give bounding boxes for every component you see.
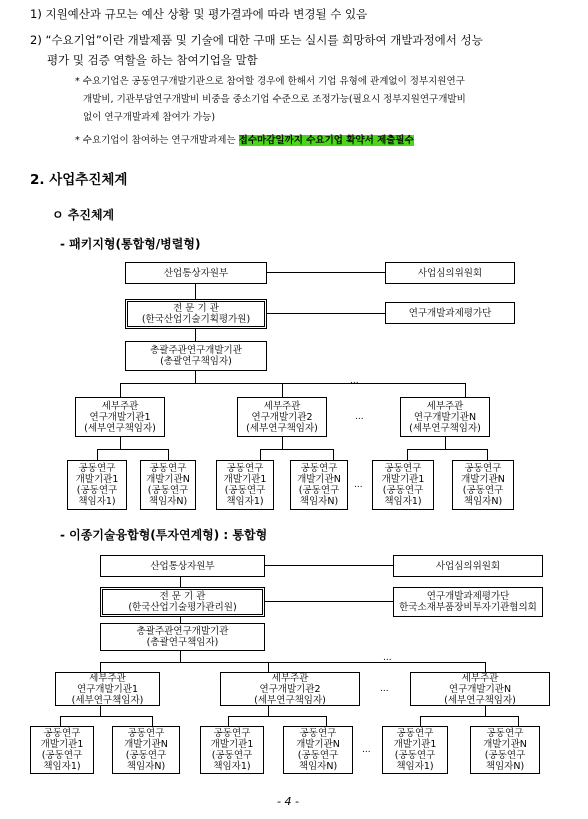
note-item-2-line-2: 평가 및 검증 역할을 하는 참여기업을 말함 xyxy=(47,53,258,67)
dots: ... xyxy=(355,412,364,422)
committee-box: 사업심의위원회 xyxy=(393,555,543,577)
section-sub: ㅇ 추진체계 xyxy=(52,208,115,222)
dots: ... xyxy=(350,376,359,386)
co-agency-box: 공동연구 개발기관N (공동연구 책임자N) xyxy=(452,460,514,510)
ministry-box: 산업통상자원부 xyxy=(100,555,265,577)
co-agency-box: 공동연구 개발기관1 (공동연구 책임자1) xyxy=(216,460,274,510)
co-agency-box: 공동연구 개발기관N (공동연구 책임자N) xyxy=(283,726,353,774)
sub-agency-box-1: 세부주관 연구개발기관1 (세부연구책임자) xyxy=(55,672,160,706)
co-agency-box: 공동연구 개발기관1 (공동연구 책임자1) xyxy=(372,460,434,510)
chart2-title: - 이종기술융합형(투자연계형) : 통합형 xyxy=(60,528,268,542)
co-agency-box: 공동연구 개발기관N (공동연구 책임자N) xyxy=(470,726,540,774)
co-agency-box: 공동연구 개발기관N (공동연구 책임자N) xyxy=(290,460,348,510)
dots: ... xyxy=(354,480,363,490)
agency-box: 전 문 기 관 (한국산업기술기획평가원) xyxy=(125,299,267,329)
sub-agency-box-2: 세부주관 연구개발기관2 (세부연구책임자) xyxy=(220,672,360,706)
note-sub-1-line-2: 개발비, 기관부담연구개발비 비중을 중소기업 수준으로 조정가능(필요시 정부지원연구개발비 xyxy=(83,94,466,105)
lead-box: 총괄주관연구개발기관 (총괄연구책임자) xyxy=(100,623,265,651)
note-item-1: 1) 지원예산과 규모는 예산 상황 및 평가결과에 따라 변경될 수 있음 xyxy=(30,7,368,21)
co-agency-box: 공동연구 개발기관1 (공동연구 책임자1) xyxy=(67,460,127,510)
lead-box: 총괄주관연구개발기관 (총괄연구책임자) xyxy=(125,341,267,371)
dots: ... xyxy=(362,745,371,755)
committee-box: 사업심의위원회 xyxy=(385,262,515,284)
note-sub-1-line-1: * 수요기업은 공동연구개발기관으로 참여할 경우에 한해서 기업 유형에 관계없이 정부지원연구 xyxy=(75,76,465,87)
note-sub-2-prefix: * 수요기업이 참여하는 연구개발과제는 xyxy=(75,135,239,146)
agency-box: 전 문 기 관 (한국산업기술평가관리원) xyxy=(100,587,265,617)
note-sub-2 xyxy=(75,133,414,149)
co-agency-box: 공동연구 개발기관1 (공동연구 책임자1) xyxy=(30,726,94,774)
dots: ... xyxy=(380,684,389,694)
section-title: 2. 사업추진체계 xyxy=(30,172,128,188)
co-agency-box: 공동연구 개발기관1 (공동연구 책임자1) xyxy=(382,726,448,774)
co-agency-box: 공동연구 개발기관1 (공동연구 책임자1) xyxy=(200,726,264,774)
note-item-2-line-1: 2) “수요기업”이란 개발제품 및 기술에 대한 구매 또는 실시를 희망하여 개발과정에서 성능 xyxy=(30,33,483,47)
ministry-box: 산업통상자원부 xyxy=(125,262,267,284)
eval-box: 연구개발과제평가단 xyxy=(385,302,515,324)
dots: ... xyxy=(383,653,392,663)
page-number: - 4 - xyxy=(277,795,299,808)
sub-agency-box-2: 세부주관 연구개발기관2 (세부연구책임자) xyxy=(237,397,327,437)
sub-agency-box-1: 세부주관 연구개발기관1 (세부연구책임자) xyxy=(75,397,165,437)
chart1-title: - 패키지형(통합형/병렬형) xyxy=(60,237,201,251)
sub-agency-box-n: 세부주관 연구개발기관N (세부연구책임자) xyxy=(410,672,550,706)
co-agency-box: 공동연구 개발기관N (공동연구 책임자N) xyxy=(112,726,180,774)
sub-agency-box-n: 세부주관 연구개발기관N (세부연구책임자) xyxy=(400,397,490,437)
eval-box: 연구개발과제평가단 한국소재부품장비투자기관협의회 xyxy=(393,587,543,617)
note-sub-2-highlight: 접수마감일까지 수요기업 확약서 제출필수 xyxy=(238,135,414,146)
note-sub-1-line-3: 없이 연구개발과제 참여가 가능) xyxy=(83,112,216,123)
co-agency-box: 공동연구 개발기관N (공동연구 책임자N) xyxy=(140,460,196,510)
